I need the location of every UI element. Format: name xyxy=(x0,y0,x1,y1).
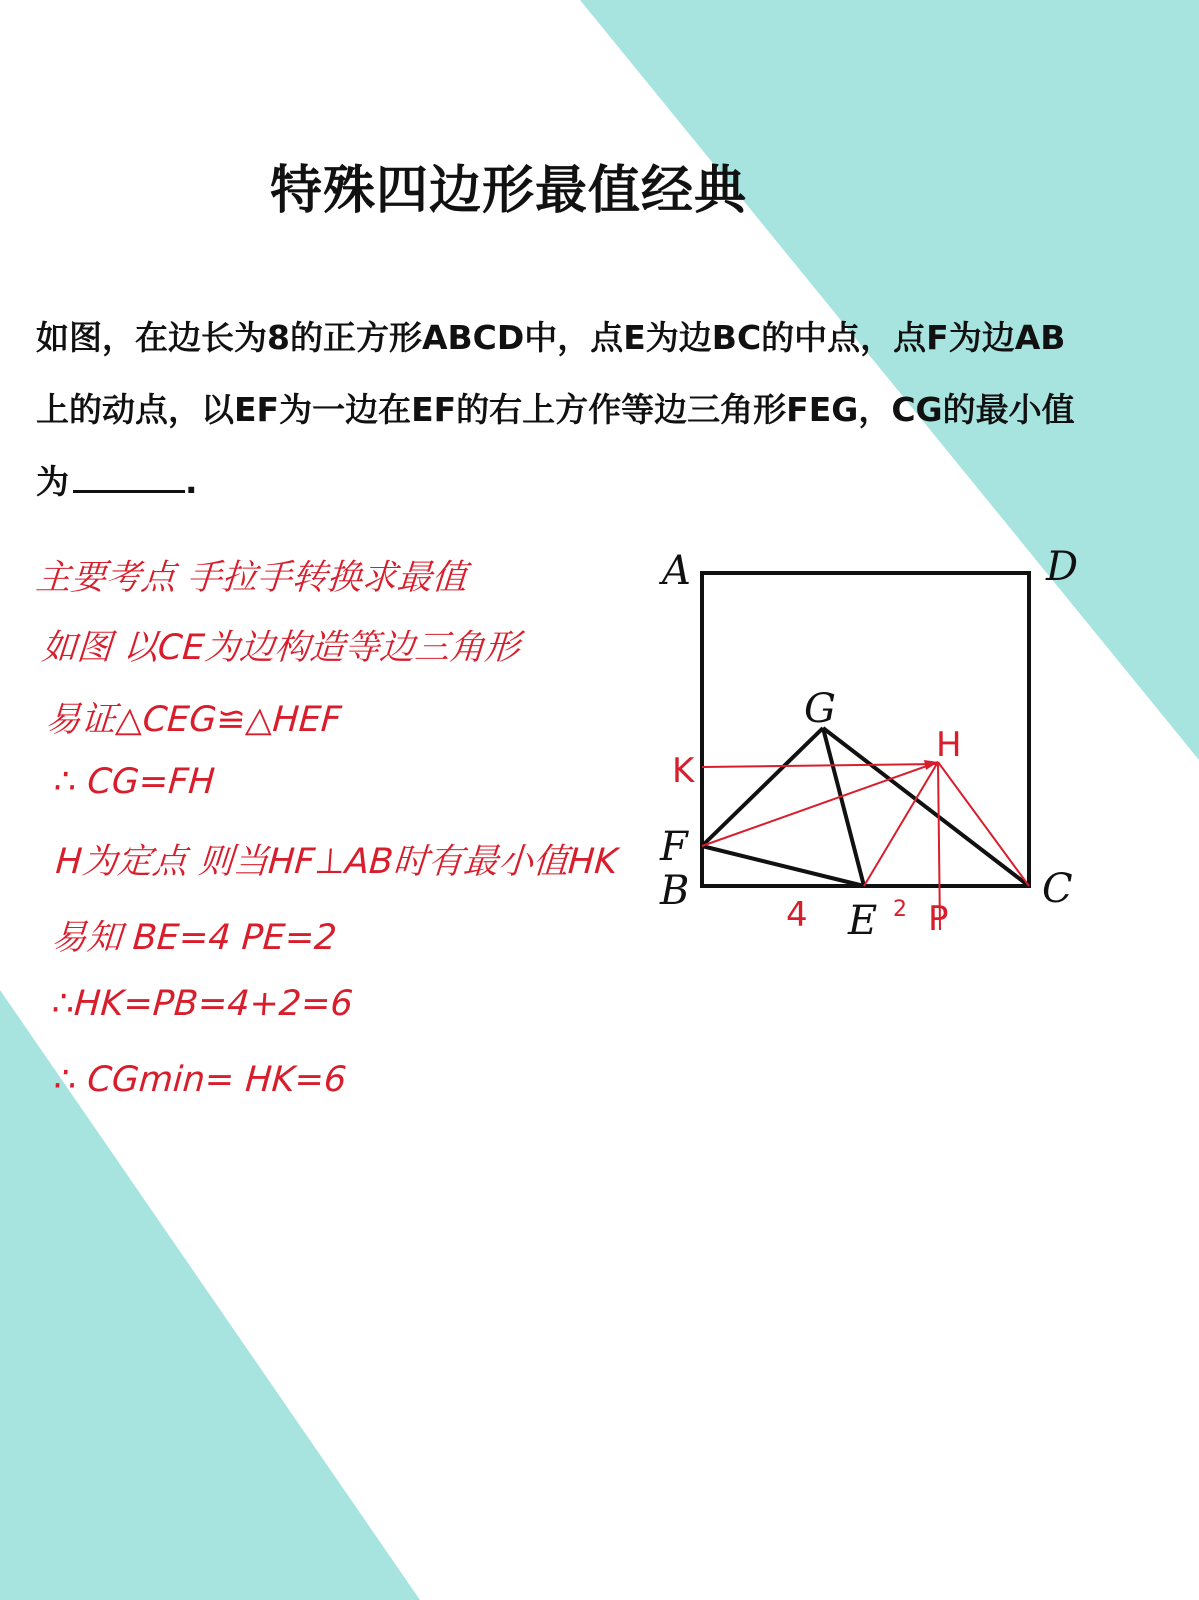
note-line: 易证△CEG≌△HEF xyxy=(44,700,343,740)
answer-blank xyxy=(73,462,185,493)
label-e: E xyxy=(848,898,878,944)
segment-hc xyxy=(938,762,1029,886)
label-f: F xyxy=(660,824,688,870)
label-g: G xyxy=(804,686,836,732)
problem-line-3 xyxy=(36,446,1171,518)
problem-line-3-start: 为 xyxy=(36,462,69,501)
note-line: H为定点 则当HF⊥AB时有最小值HK xyxy=(54,842,619,882)
segment-ge xyxy=(823,728,864,886)
page-title: 特殊四边形最值经典 xyxy=(270,161,748,221)
label-d: D xyxy=(1046,544,1079,590)
problem-statement xyxy=(36,302,1171,518)
label-be-length: 4 xyxy=(786,895,808,935)
note-line: ∴HK=PB=4+2=6 xyxy=(50,984,355,1024)
note-line: 主要考点 手拉手转换求最值 xyxy=(34,558,469,598)
segment-fg xyxy=(702,728,823,846)
problem-line-2: 上的动点，以EF为一边在EF的右上方作等边三角形FEG，CG的最小值 xyxy=(36,390,1075,429)
label-p: P xyxy=(928,899,949,939)
label-b: B xyxy=(660,868,690,914)
segment-gc xyxy=(823,728,1029,886)
note-line: 易知 BE=4 PE=2 xyxy=(50,918,338,958)
note-line: ∴ CGmin= HK=6 xyxy=(52,1060,348,1100)
note-line: 如图 以CE为边构造等边三角形 xyxy=(40,628,521,668)
label-ep-length: 2 xyxy=(893,897,907,922)
problem-line-3-end: . xyxy=(185,462,198,501)
label-a: A xyxy=(662,548,691,594)
square-abcd xyxy=(702,573,1029,886)
label-c: C xyxy=(1042,866,1073,912)
segment-kh xyxy=(702,764,938,767)
note-line: ∴ CG=FH xyxy=(52,762,217,802)
label-k: K xyxy=(672,751,695,791)
label-h: H xyxy=(936,725,962,765)
segment-fh xyxy=(702,762,938,846)
segment-fe xyxy=(702,846,864,886)
geometry-figure xyxy=(650,540,1110,970)
problem-line-1: 如图，在边长为8的正方形ABCD中，点E为边BC的中点，点F为边AB xyxy=(36,318,1066,357)
segment-eh xyxy=(864,762,938,886)
